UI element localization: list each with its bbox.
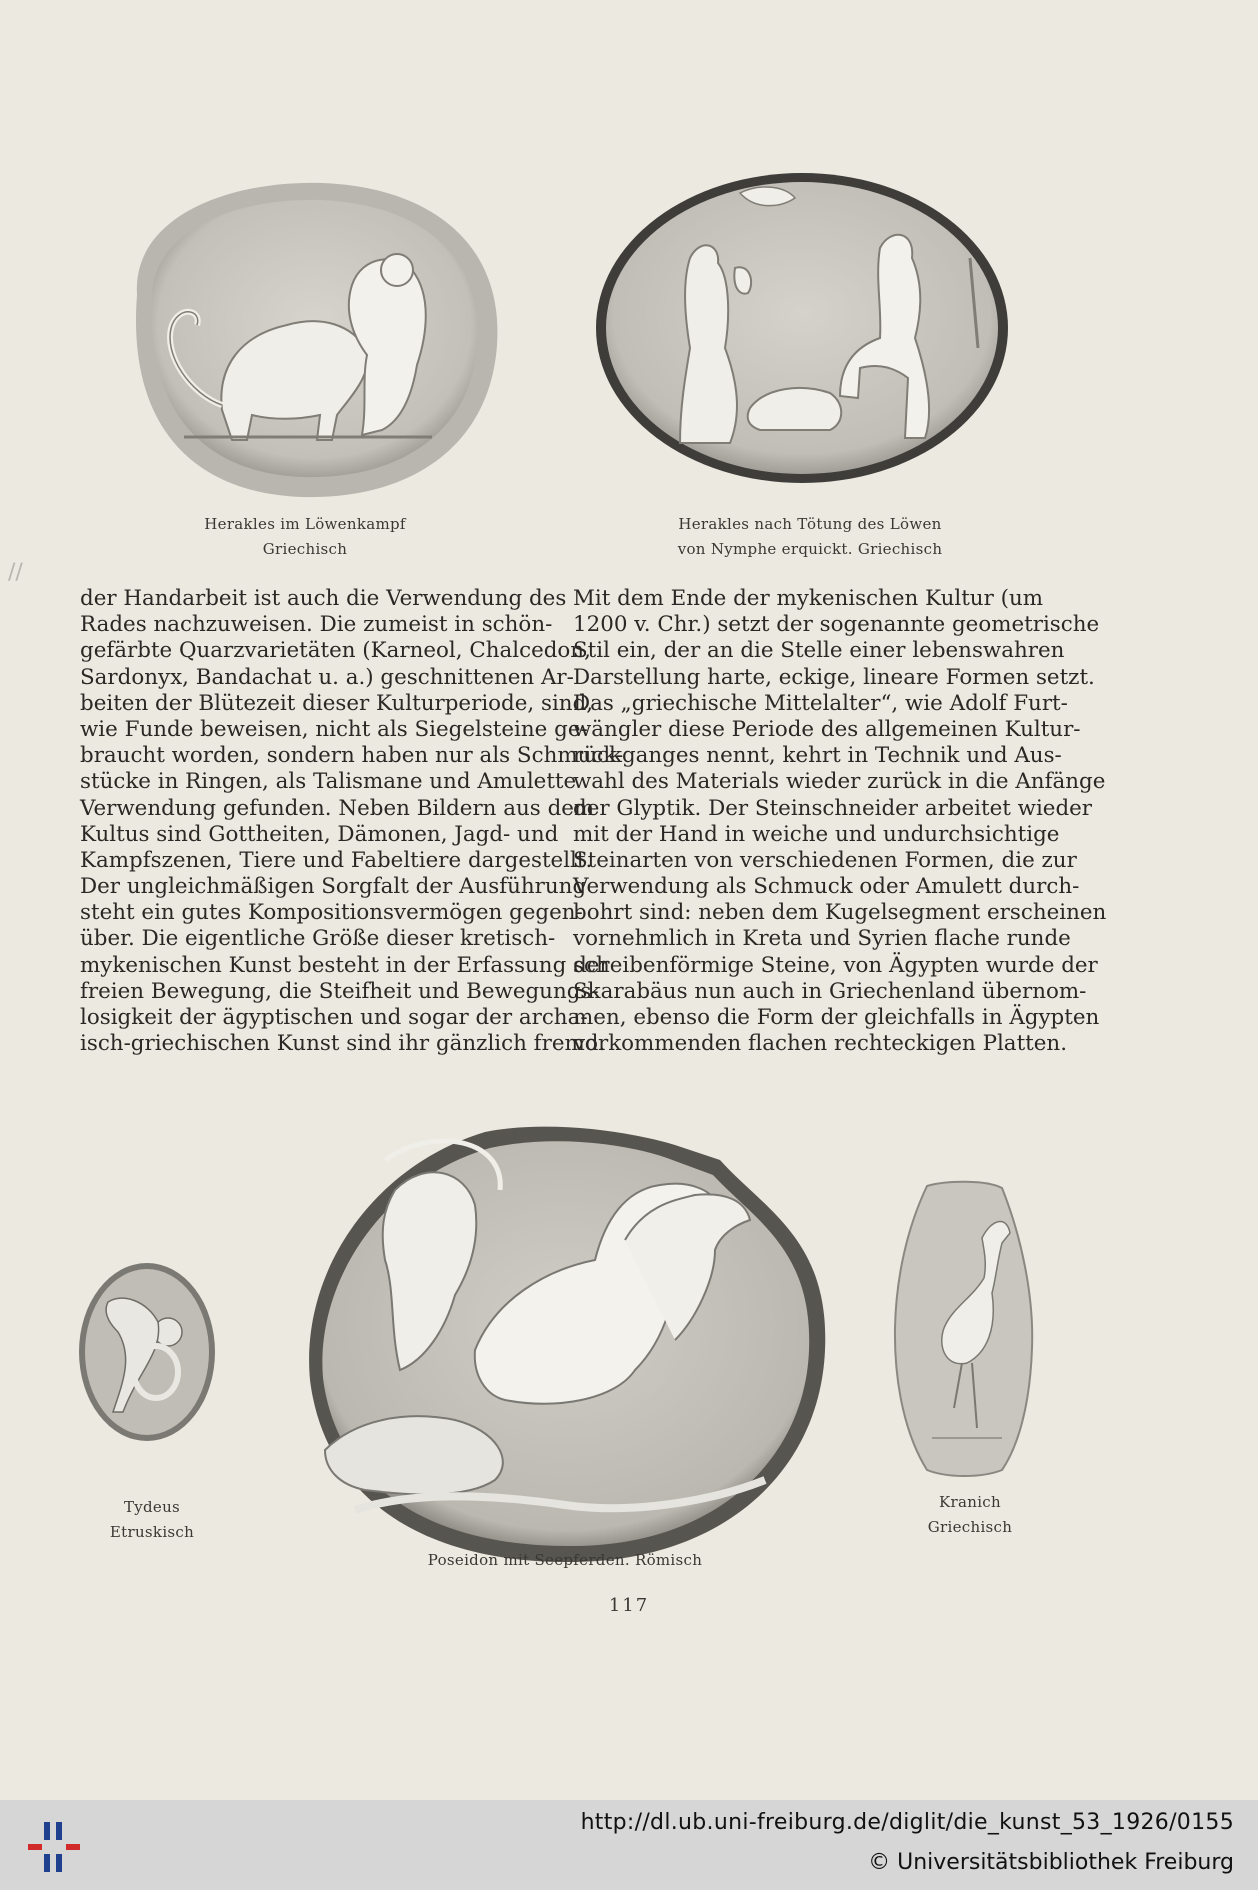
text-line: Das „griechische Mittelalter“, wie Adolf Furt-: [573, 690, 1068, 716]
text-line: steht ein gutes Kompositionsvermögen gegen-: [80, 900, 583, 926]
crane-gem-image: [892, 1178, 1034, 1480]
caption-top-right: [630, 512, 990, 562]
text-line: Kampfszenen, Tiere und Fabeltiere dargestellt.: [80, 847, 593, 873]
caption-title: Herakles nach Tötung des Löwen: [678, 515, 942, 533]
page-number: 117: [608, 1595, 650, 1616]
copyright-notice: © Universitätsbibliothek Freiburg: [868, 1850, 1234, 1875]
text-line: der Handarbeit ist auch die Verwendung des: [80, 586, 567, 611]
text-line: isch-griechischen Kunst sind ihr gänzlich fremd.: [80, 1031, 606, 1057]
caption-title: Kranich: [939, 1493, 1001, 1511]
text-line: gefärbte Quarzvarietäten (Karneol, Chalcedon,: [80, 638, 591, 664]
caption-origin: von Nymphe erquickt. Griechisch: [677, 540, 943, 558]
text-column-right: [573, 586, 1107, 1057]
text-line: Skarabäus nun auch in Griechenland übernom-: [573, 978, 1087, 1004]
text-line: Steinarten von verschiedenen Formen, die zur: [573, 847, 1077, 873]
nymph-gem-image: [590, 168, 1010, 488]
caption-title: Poseidon mit Seepferden. Römisch: [427, 1551, 703, 1569]
caption-origin: Griechisch: [927, 1518, 1013, 1536]
gem-poseidon: [295, 1120, 835, 1565]
text-line: beiten der Blütezeit dieser Kulturperiode, sind,: [80, 690, 594, 716]
pencil-mark: //: [8, 560, 23, 585]
text-column-left: [80, 586, 624, 1057]
text-line: vorkommenden flachen rechteckigen Platten.: [573, 1031, 1067, 1057]
text-line: 1200 v. Chr.) setzt der sogenannte geometrische: [573, 612, 1100, 638]
text-line: Sardonyx, Bandachat u. a.) geschnittenen Ar-: [80, 664, 574, 690]
poseidon-gem-image: [295, 1120, 835, 1565]
text-line: bohrt sind: neben dem Kugelsegment erscheinen: [573, 900, 1107, 926]
caption-origin: Griechisch: [262, 540, 348, 558]
text-line: braucht worden, sondern haben nur als Schmuck-: [80, 743, 624, 769]
text-line: stücke in Ringen, als Talismane und Amulette: [80, 769, 577, 795]
caption-bottom-center: [335, 1548, 795, 1573]
text-line: mykenischen Kunst besteht in der Erfassung der: [80, 952, 610, 978]
lion-fight-gem-image: [112, 175, 502, 505]
ub-freiburg-logo-icon: [26, 1818, 84, 1876]
text-line: über. Die eigentliche Größe dieser kretisch-: [80, 926, 556, 952]
permalink-url[interactable]: http://dl.ub.uni-freiburg.de/diglit/die_kunst_53_1926/0155: [580, 1810, 1234, 1835]
caption-top-left: [150, 512, 460, 562]
gem-tydeus: [78, 1262, 216, 1442]
gem-crane: [892, 1178, 1034, 1480]
text-line: Darstellung harte, eckige, lineare Formen setzt.: [573, 664, 1095, 690]
text-line: wahl des Materials wieder zurück in die Anfänge: [573, 769, 1106, 795]
text-line: rückganges nennt, kehrt in Technik und Aus-: [573, 743, 1062, 769]
text-line: Kultus sind Gottheiten, Dämonen, Jagd- und: [80, 821, 559, 847]
text-line: wängler diese Periode des allgemeinen Kultur-: [573, 716, 1081, 742]
text-line: losigkeit der ägyptischen und sogar der archa-: [80, 1005, 588, 1030]
text-line: Stil ein, der an die Stelle einer lebenswahren: [573, 638, 1065, 664]
text-line: wie Funde beweisen, nicht als Siegelsteine ge-: [80, 716, 588, 742]
text-line: Mit dem Ende der mykenischen Kultur (um: [573, 586, 1043, 611]
tydeus-gem-image: [78, 1262, 216, 1442]
caption-origin: Etruskisch: [109, 1523, 195, 1541]
text-line: scheibenförmige Steine, von Ägypten wurde der: [573, 952, 1098, 978]
text-line: Der ungleichmäßigen Sorgfalt der Ausführung: [80, 874, 587, 900]
text-line: men, ebenso die Form der gleichfalls in Ägypten: [573, 1005, 1100, 1030]
caption-bottom-left: [72, 1495, 232, 1545]
text-line: der Glyptik. Der Steinschneider arbeitet wieder: [573, 795, 1093, 821]
caption-title: Herakles im Löwenkampf: [204, 515, 406, 533]
text-line: Verwendung als Schmuck oder Amulett durch-: [573, 874, 1080, 900]
footer-bar: [0, 1800, 1258, 1890]
caption-title: Tydeus: [123, 1498, 181, 1516]
gem-herakles-nymph: [590, 168, 1010, 488]
text-line: Rades nachzuweisen. Die zumeist in schön-: [80, 612, 553, 638]
text-line: mit der Hand in weiche und undurchsichtige: [573, 821, 1060, 847]
text-line: Verwendung gefunden. Neben Bildern aus dem: [80, 795, 595, 821]
gem-herakles-lion-fight: [112, 175, 502, 505]
text-line: vornehmlich in Kreta und Syrien flache runde: [573, 926, 1071, 952]
text-line: freien Bewegung, die Steifheit und Bewegungs-: [80, 978, 599, 1004]
caption-bottom-right: [895, 1490, 1045, 1540]
